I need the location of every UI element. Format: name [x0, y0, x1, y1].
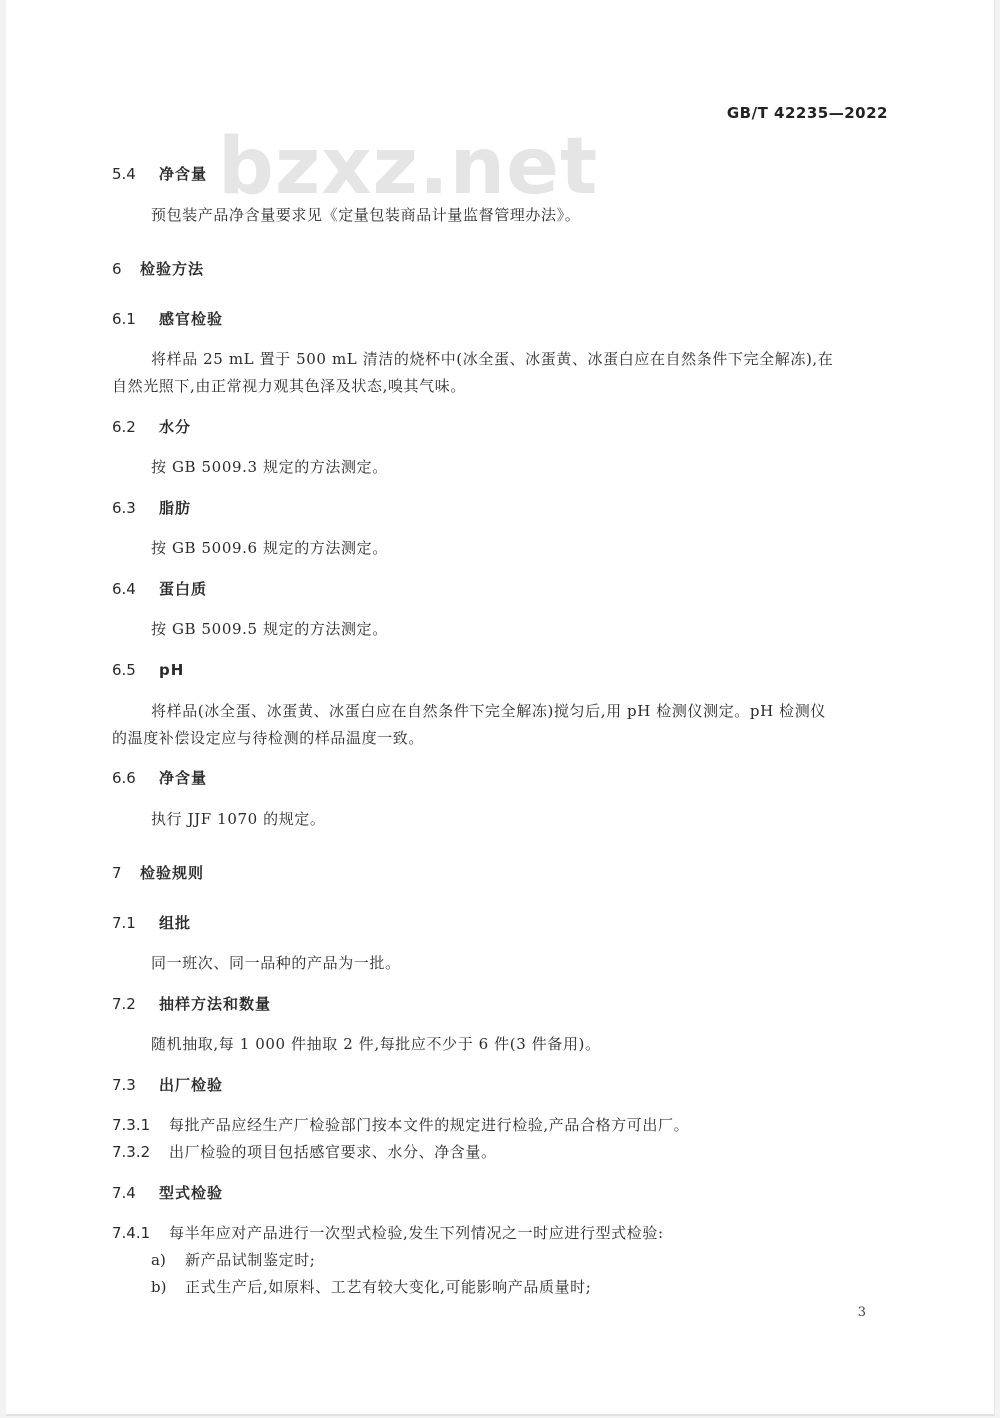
clause-text: 每批产品应经生产厂检验部门按本文件的规定进行检验,产品合格方可出厂。 [169, 1116, 690, 1134]
section-number: 6.4 [112, 580, 136, 598]
clause-7-3-1 [112, 1115, 689, 1135]
section-title: 出厂检验 [159, 1076, 224, 1094]
section-title: 脂肪 [159, 499, 192, 517]
heading-7-3 [112, 1075, 223, 1095]
section-title: 净含量 [159, 769, 208, 787]
section-title: 检验方法 [140, 260, 205, 278]
heading-7-2 [112, 994, 271, 1014]
paragraph-7-1: 同一班次、同一品种的产品为一批。 [151, 954, 401, 972]
heading-6-3 [112, 498, 191, 518]
section-title: 型式检验 [159, 1184, 224, 1202]
watermark: bzxz.net [218, 122, 599, 212]
list-marker: a) [151, 1251, 166, 1269]
heading-6-6 [112, 768, 207, 788]
section-number: 6.1 [112, 310, 136, 328]
section-number: 6.3 [112, 499, 136, 517]
list-item-text: 正式生产后,如原料、工艺有较大变化,可能影响产品质量时; [185, 1278, 592, 1296]
section-number: 7.3 [112, 1076, 136, 1094]
paragraph-7-2: 随机抽取,每 1 000 件抽取 2 件,每批应不少于 6 件(3 件备用)。 [151, 1035, 601, 1053]
heading-6-5 [112, 660, 184, 680]
heading-5-4 [112, 164, 207, 184]
heading-7 [112, 863, 204, 883]
section-title: 感官检验 [159, 310, 224, 328]
list-item-b [151, 1277, 591, 1297]
clause-number: 7.3.1 [112, 1116, 151, 1134]
list-marker: b) [151, 1278, 167, 1296]
section-title: 水分 [159, 418, 192, 436]
section-number: 7.4 [112, 1184, 136, 1202]
document-page [6, 0, 995, 1416]
heading-6-2 [112, 417, 191, 437]
clause-number: 7.3.2 [112, 1143, 151, 1161]
section-number: 7.1 [112, 914, 136, 932]
clause-number: 7.4.1 [112, 1224, 151, 1242]
section-title: 蛋白质 [159, 580, 208, 598]
clause-7-4-1 [112, 1223, 664, 1243]
section-title: 组批 [159, 914, 192, 932]
paragraph-6-6: 执行 JJF 1070 的规定。 [151, 810, 326, 828]
section-number: 7 [112, 864, 122, 882]
paragraph-5-4: 预包装产品净含量要求见《定量包装商品计量监督管理办法》。 [151, 206, 581, 224]
paragraph-6-5-line2: 的温度补偿设定应与待检测的样品温度一致。 [112, 729, 425, 747]
section-number: 6.6 [112, 769, 136, 787]
standard-code: GB/T 42235—2022 [726, 104, 888, 122]
paragraph-6-1-line1: 将样品 25 mL 置于 500 mL 清洁的烧杯中(冰全蛋、冰蛋黄、冰蛋白应在自然条件下完全解冻),在 [151, 350, 834, 368]
paragraph-6-3: 按 GB 5009.6 规定的方法测定。 [151, 539, 388, 557]
section-number: 6.5 [112, 661, 136, 679]
paragraph-6-5-line1: 将样品(冰全蛋、冰蛋黄、冰蛋白应在自然条件下完全解冻)搅匀后,用 pH 检测仪测定。pH 检测仪 [151, 702, 826, 720]
clause-7-3-2 [112, 1142, 497, 1162]
section-number: 6.2 [112, 418, 136, 436]
paragraph-6-4: 按 GB 5009.5 规定的方法测定。 [151, 620, 388, 638]
section-number: 7.2 [112, 995, 136, 1013]
section-title: 检验规则 [140, 864, 205, 882]
clause-text: 每半年应对产品进行一次型式检验,发生下列情况之一时应进行型式检验: [169, 1224, 664, 1242]
list-item-text: 新产品试制鉴定时; [185, 1251, 316, 1269]
heading-6-1 [112, 309, 223, 329]
list-item-a [151, 1250, 315, 1270]
heading-6-4 [112, 579, 207, 599]
section-title: 抽样方法和数量 [159, 995, 272, 1013]
section-number: 5.4 [112, 165, 136, 183]
section-title: pH [159, 661, 185, 679]
clause-text: 出厂检验的项目包括感官要求、水分、净含量。 [169, 1143, 497, 1161]
section-number: 6 [112, 260, 122, 278]
page-number: 3 [857, 1305, 866, 1320]
heading-7-4 [112, 1183, 223, 1203]
section-title: 净含量 [159, 165, 208, 183]
paragraph-6-2: 按 GB 5009.3 规定的方法测定。 [151, 458, 388, 476]
heading-6 [112, 259, 204, 279]
heading-7-1 [112, 913, 191, 933]
paragraph-6-1-line2: 自然光照下,由正常视力观其色泽及状态,嗅其气味。 [112, 377, 466, 395]
